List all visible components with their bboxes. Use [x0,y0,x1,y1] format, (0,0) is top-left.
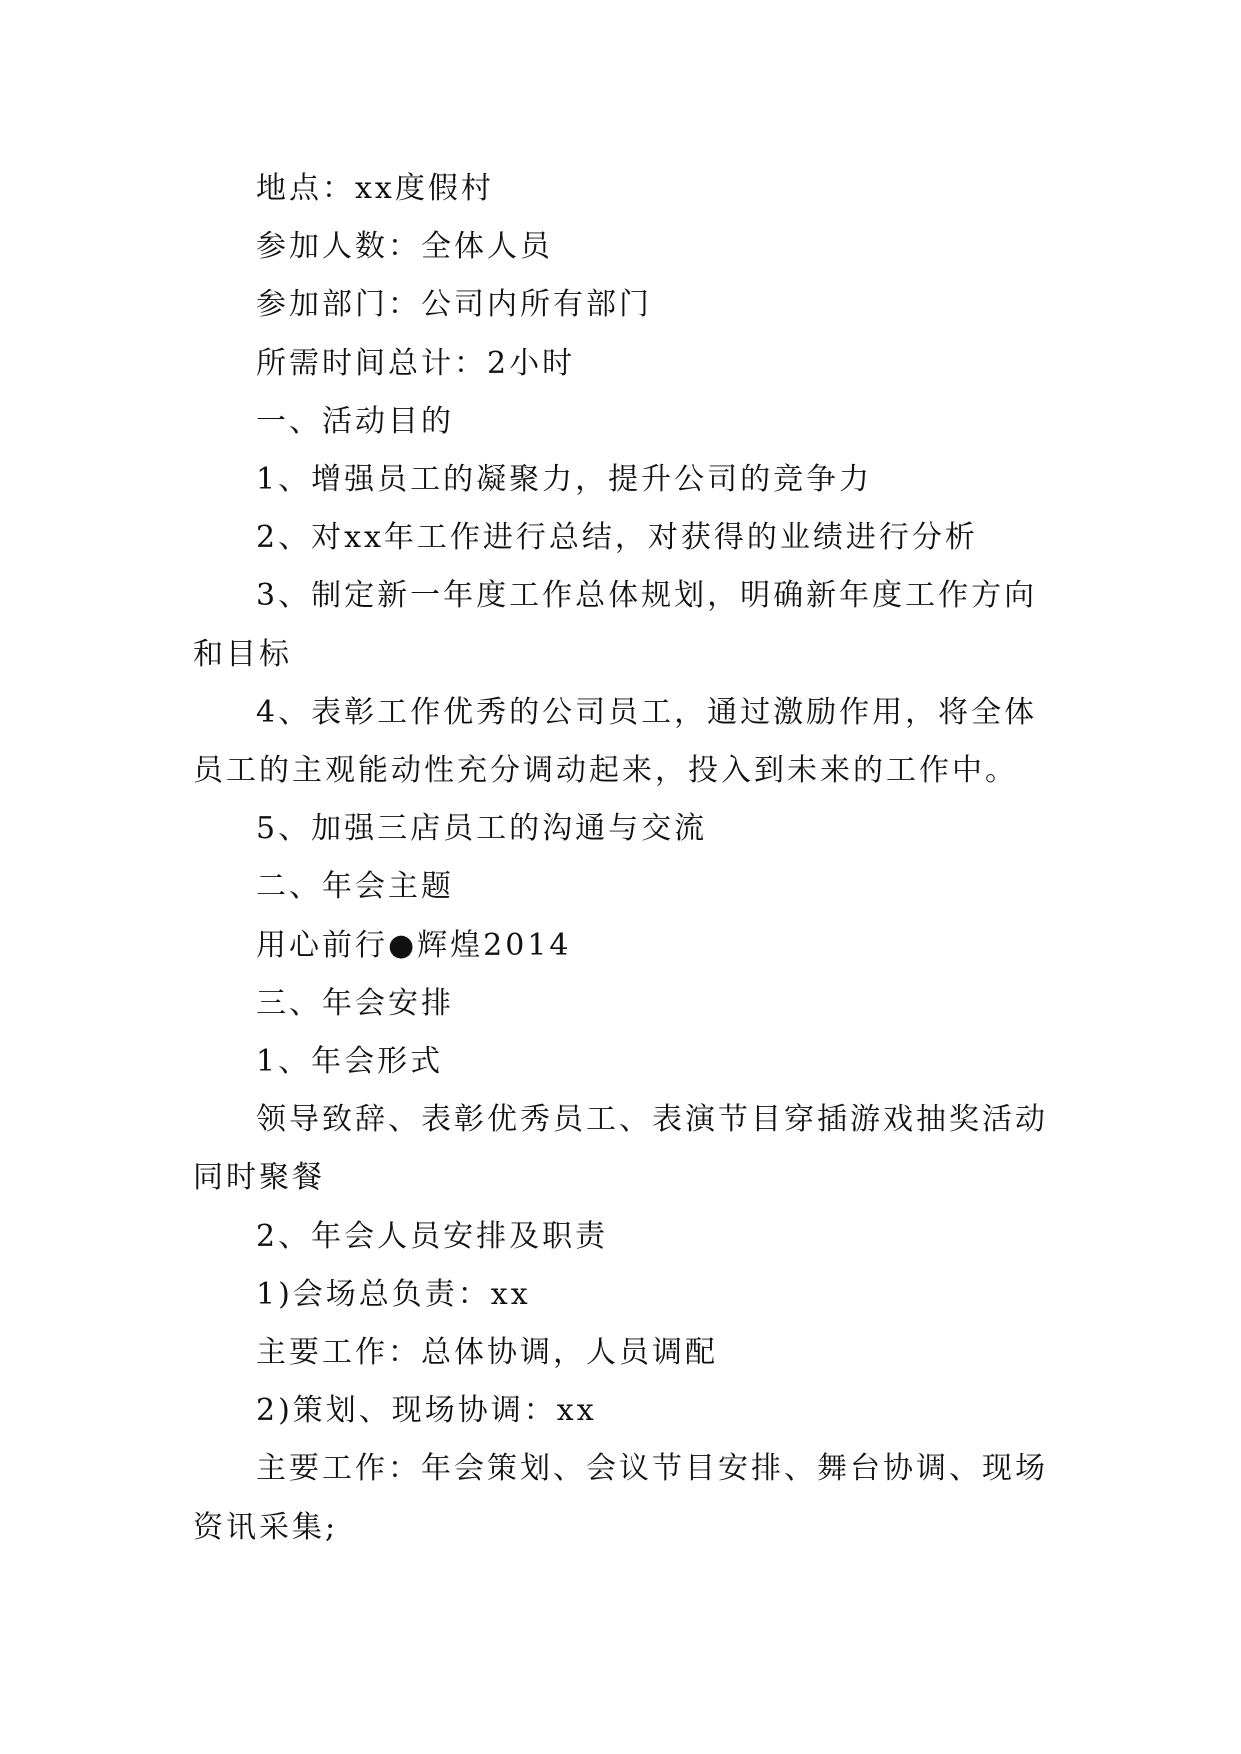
purpose-item-5: 5、加强三店员工的沟通与交流 [256,811,708,847]
theme-text: 用心前行●辉煌2014 [256,927,572,963]
purpose-item-1: 1、增强员工的凝聚力，提升公司的竞争力 [256,462,873,498]
attendee-count-line: 参加人数：全体人员 [256,229,553,265]
subsection-heading-staffing: 2、年会人员安排及职责 [256,1218,609,1254]
format-description: 领导致辞、表彰优秀员工、表演节目穿插游戏抽奖活动同时聚餐 [193,1102,1048,1196]
staff-role-1: 1)会场总负责：xx [256,1276,531,1312]
purpose-item-4: 4、表彰工作优秀的公司员工，通过激励作用，将全体员工的主观能动性充分调动起来，投入到未来的工作中。 [193,694,1038,789]
staff-duty-2: 主要工作：年会策划、会议节目安排、舞台协调、现场资讯采集; [193,1451,1048,1545]
document-body [193,160,1055,1557]
staff-role-2: 2)策划、现场协调：xx [256,1393,597,1429]
departments-line: 参加部门：公司内所有部门 [256,287,652,323]
venue-line: 地点：xx度假村 [256,171,494,206]
section-heading-arrangement: 三、年会安排 [256,985,454,1021]
staff-duty-1: 主要工作：总体协调，人员调配 [256,1335,718,1371]
duration-line: 所需时间总计：2小时 [256,345,576,381]
subsection-heading-format: 1、年会形式 [256,1044,444,1080]
purpose-item-3: 3、制定新一年度工作总体规划，明确新年度工作方向和目标 [193,578,1038,672]
section-heading-purpose: 一、活动目的 [256,403,454,439]
section-heading-theme: 二、年会主题 [256,869,454,905]
purpose-item-2: 2、对xx年工作进行总结，对获得的业绩进行分析 [256,520,978,556]
